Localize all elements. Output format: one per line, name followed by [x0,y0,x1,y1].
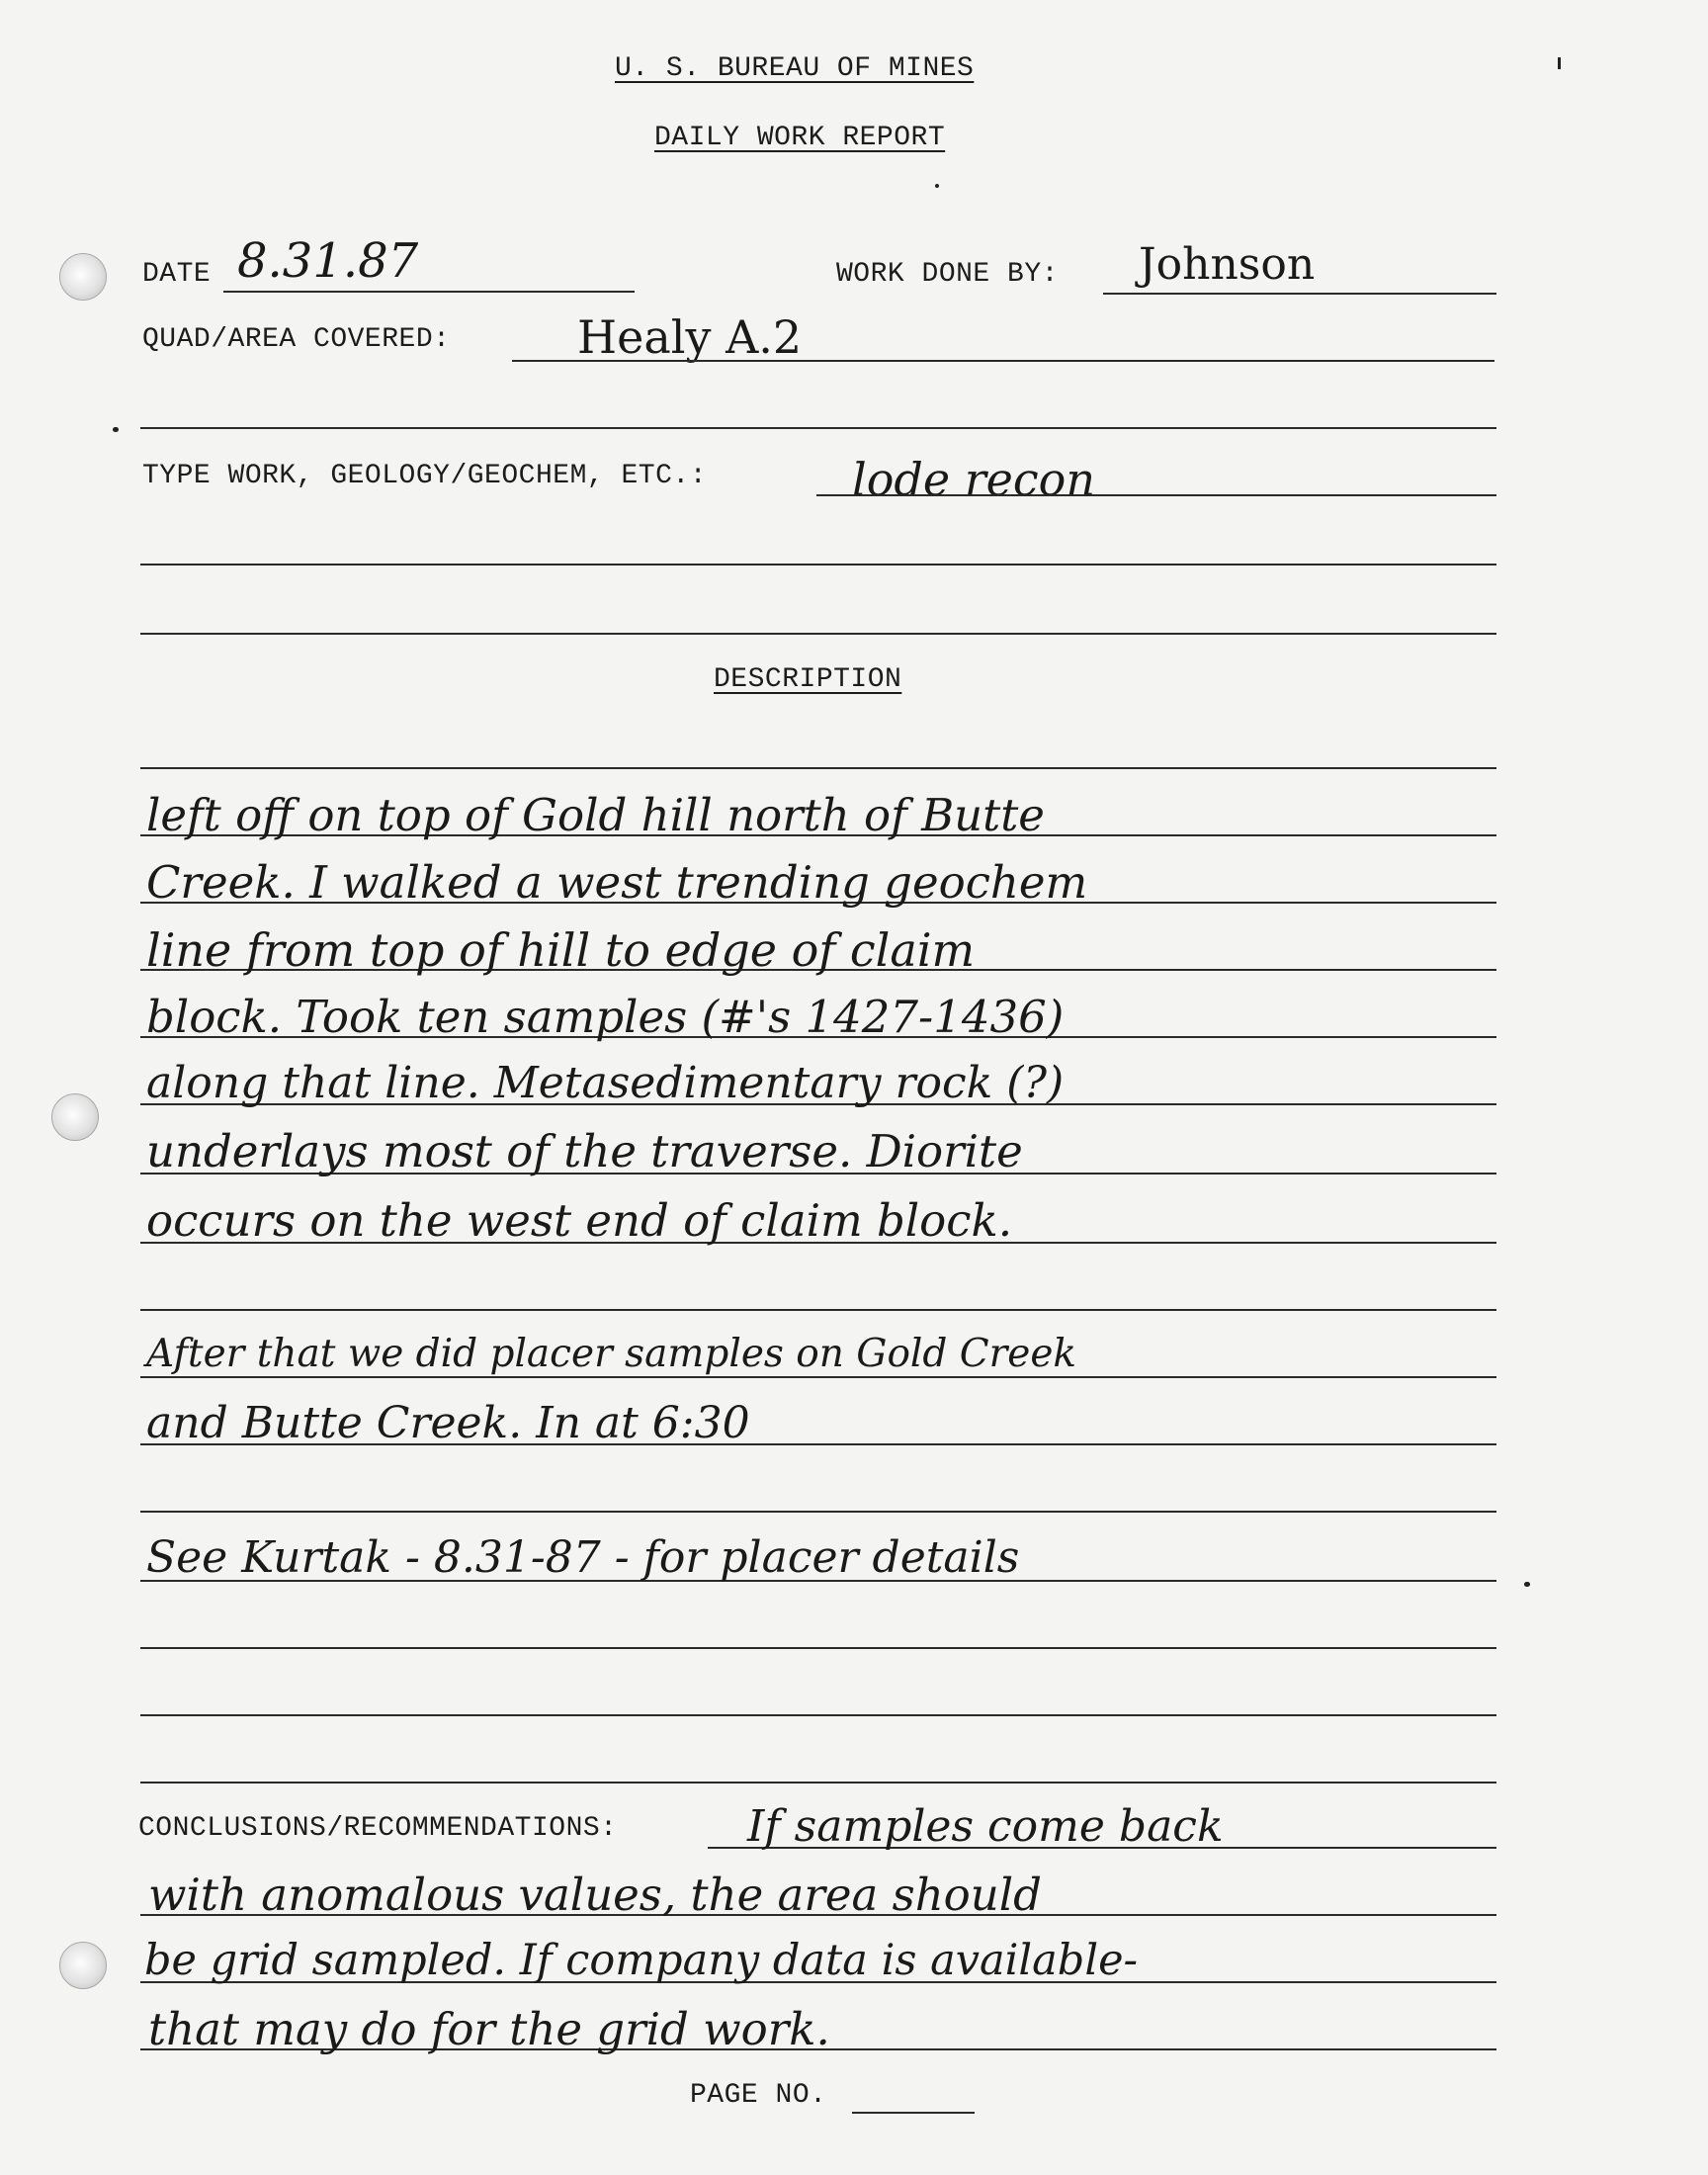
date-line [223,291,635,293]
conclusions-text-line: be grid sampled. If company data is available- [144,1936,1139,1985]
description-text-line: left off on top of Gold hill north of Butte [146,789,1045,841]
description-text-line: and Butte Creek. In at 6:30 [146,1398,750,1448]
conclusions-text-line: that may do for the grid work. [148,2003,830,2055]
type-work-line-2 [140,564,1496,566]
description-line [140,1782,1496,1784]
description-text-line: block. Took ten samples (#'s 1427-1436) [146,991,1065,1043]
quad-line [512,360,1494,362]
work-done-by-label: WORK DONE BY: [836,259,1059,290]
description-line [140,1376,1496,1378]
stray-mark [1524,1582,1530,1587]
punch-hole-middle [51,1093,99,1141]
type-work-line [816,494,1496,496]
stray-mark [935,184,939,188]
date-value: 8.31.87 [237,233,419,289]
conclusions-text-line: If samples come back [747,1801,1224,1852]
work-done-by-value: Johnson [1139,239,1316,290]
description-text-line: occurs on the west end of claim block. [146,1194,1013,1247]
description-text-line: along that line. Metasedimentary rock (?) [146,1058,1065,1108]
stray-mark [1558,57,1561,69]
punch-hole-top [59,253,107,301]
description-text-line: Creek. I walked a west trending geochem [146,856,1088,909]
description-line [140,1647,1496,1649]
quad-label: QUAD/AREA COVERED: [142,324,451,355]
punch-hole-bottom [59,1942,107,1989]
type-work-line-3 [140,633,1496,635]
conclusions-label: CONCLUSIONS/RECOMMENDATIONS: [138,1813,618,1844]
description-text-line: line from top of hill to edge of claim [146,923,976,977]
quad-line-2 [140,427,1496,429]
description-text-line: See Kurtak - 8.31-87 - for placer details [146,1532,1020,1583]
description-heading: DESCRIPTION [714,664,902,695]
report-title: DAILY WORK REPORT [654,123,946,153]
type-work-value: lode recon [852,453,1095,506]
agency-title: U. S. BUREAU OF MINES [615,53,975,84]
stray-mark [113,427,119,432]
description-line [140,1714,1496,1716]
page-no-label: PAGE NO. [690,2080,827,2111]
description-text-line: After that we did placer samples on Gold Creek [146,1332,1077,1376]
conclusions-text-line: with anomalous values, the area should [148,1869,1042,1921]
work-done-by-line [1103,293,1496,295]
description-line [140,1309,1496,1311]
date-label: DATE [142,259,212,290]
description-line [140,1511,1496,1513]
description-text-line: underlays most of the traverse. Diorite [146,1125,1023,1177]
quad-value: Healy A.2 [577,310,803,364]
type-work-label: TYPE WORK, GEOLOGY/GEOCHEM, ETC.: [142,461,707,491]
page-no-line [852,2112,975,2114]
description-line [140,767,1496,769]
